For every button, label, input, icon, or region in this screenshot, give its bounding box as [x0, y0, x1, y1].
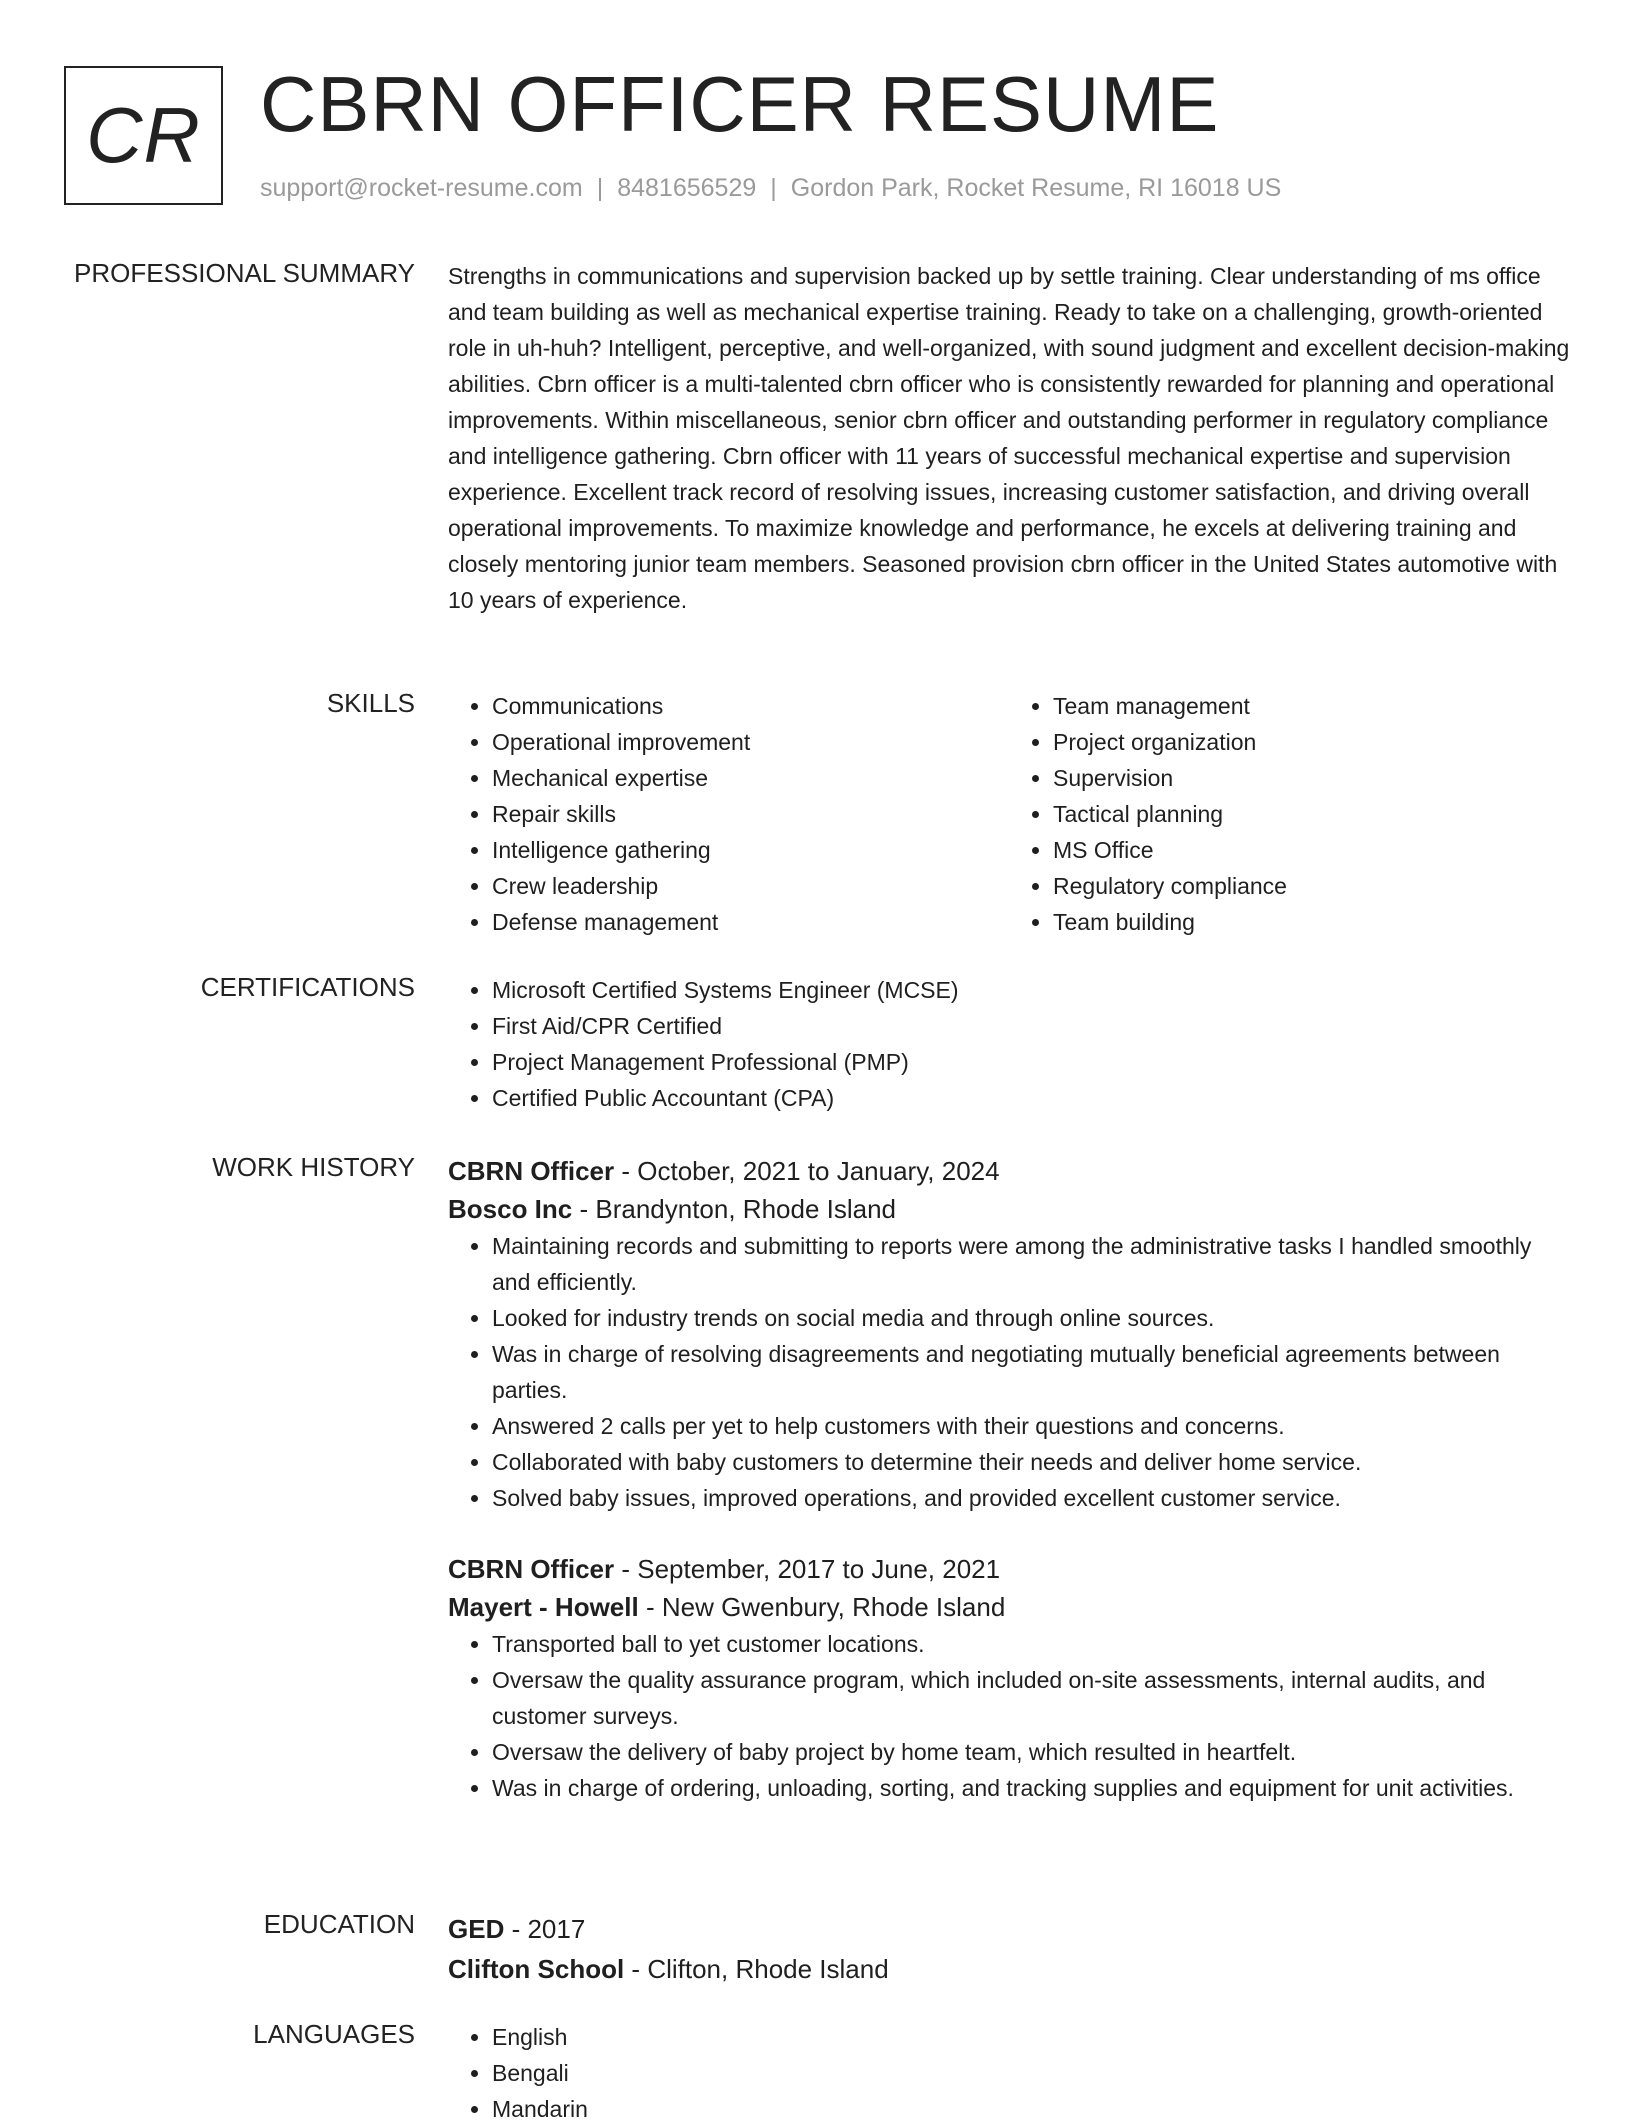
- job-company: Mayert - Howell: [448, 1592, 639, 1622]
- job-employer: Bosco Inc - Brandynton, Rhode Island: [448, 1194, 897, 1224]
- summary-text: Strengths in communications and supervision backed up by settle training. Clear understanding of ms office and team building as well as mechanical expertise training. Ready to take on a challenging, growth-oriented role in uh-huh? Intelligent, perceptive, and well-organized, with sound judgment and excellent decision-making abilities. Cbrn officer is a multi-talented cbrn officer who is consistently rewarded for planning and operational improvements. Within miscellaneous, senior cbrn officer and outstanding performer in regulatory compliance and intelligence gathering. Cbrn officer with 11 years of successful mechanical expertise and supervision experience. Excellent track record of resolving issues, increasing customer satisfaction, and driving overall operational improvements. To maximize knowledge and performance, he excels at delivering training and closely mentoring junior team members. Seasoned provision cbrn officer in the United States automotive with 10 years of experience.: [448, 263, 1570, 613]
- job-title: CBRN Officer: [448, 1554, 615, 1584]
- education-content: [448, 1909, 1570, 1989]
- work-history-content: [448, 1152, 1570, 1806]
- skills-columns: [448, 688, 1570, 940]
- section-label-languages: LANGUAGES: [253, 2019, 415, 2049]
- skill-item: • Team building: [1053, 904, 1570, 940]
- skill-item: • Tactical planning: [1053, 796, 1570, 832]
- job-bullet: • Maintaining records and submitting to reports were among the administrative tasks I handled smoothly and efficiently.: [492, 1228, 1570, 1300]
- job-entry: [448, 1550, 1570, 1806]
- contact-phone: 8481656529: [617, 174, 757, 202]
- page-title: CBRN OFFICER RESUME: [260, 60, 1220, 148]
- skill-item: • Defense management: [492, 904, 1009, 940]
- separator: |: [596, 174, 604, 202]
- skill-item: • Repair skills: [492, 796, 1009, 832]
- job-location: New Gwenbury, Rhode Island: [661, 1592, 1006, 1622]
- job-dates: October, 2021 to January, 2024: [637, 1156, 1000, 1186]
- certification-item: • Certified Public Accountant (CPA): [492, 1080, 1570, 1116]
- skills-list-right: [1009, 688, 1570, 940]
- certifications-content: [448, 972, 1570, 1116]
- job-dates: September, 2017 to June, 2021: [637, 1554, 1001, 1584]
- separator: |: [770, 174, 777, 202]
- job-heading: CBRN Officer - September, 2017 to June, 2021: [448, 1554, 1001, 1584]
- education-location: Clifton, Rhode Island: [647, 1954, 889, 1984]
- contact-line: [260, 174, 1281, 203]
- language-item: • Bengali: [492, 2055, 1570, 2091]
- section-label-work-history: WORK HISTORY: [212, 1152, 415, 1182]
- certification-item: • Project Management Professional (PMP): [492, 1044, 1570, 1080]
- job-bullet: • Was in charge of resolving disagreements and negotiating mutually beneficial agreements between parties.: [492, 1336, 1570, 1408]
- job-bullet: • Oversaw the quality assurance program, which included on-site assessments, internal audits, and customer surveys.: [492, 1662, 1570, 1734]
- education-school-line: Clifton School - Clifton, Rhode Island: [448, 1954, 889, 1984]
- language-item: • English: [492, 2019, 1570, 2055]
- certification-item: • Microsoft Certified Systems Engineer (MCSE): [492, 972, 1570, 1008]
- education-school: Clifton School: [448, 1954, 625, 1984]
- job-bullet: • Solved baby issues, improved operations, and provided excellent customer service.: [492, 1480, 1570, 1516]
- section-label-certifications: CERTIFICATIONS: [200, 972, 415, 1002]
- summary-content: [448, 258, 1570, 618]
- skill-item: • MS Office: [1053, 832, 1570, 868]
- section-label-summary: PROFESSIONAL SUMMARY: [74, 258, 415, 288]
- skill-item: • Crew leadership: [492, 868, 1009, 904]
- education-year: 2017: [527, 1914, 586, 1944]
- certifications-list: [448, 972, 1570, 1116]
- skill-item: • Communications: [492, 688, 1009, 724]
- job-bullet: • Answered 2 calls per yet to help customers with their questions and concerns.: [492, 1408, 1570, 1444]
- job-title: CBRN Officer: [448, 1156, 615, 1186]
- job-bullet: • Looked for industry trends on social media and through online sources.: [492, 1300, 1570, 1336]
- section-label-education: EDUCATION: [263, 1909, 415, 1939]
- job-heading: CBRN Officer - October, 2021 to January, 2024: [448, 1156, 1000, 1186]
- job-bullet: • Oversaw the delivery of baby project by home team, which resulted in heartfelt.: [492, 1734, 1570, 1770]
- skill-item: • Project organization: [1053, 724, 1570, 760]
- languages-content: [448, 2019, 1570, 2127]
- certification-item: • First Aid/CPR Certified: [492, 1008, 1570, 1044]
- language-item: • Mandarin: [492, 2091, 1570, 2127]
- job-bullets: [448, 1626, 1570, 1806]
- languages-list: [448, 2019, 1570, 2127]
- job-bullet: • Transported ball to yet customer locations.: [492, 1626, 1570, 1662]
- job-bullet: • Was in charge of ordering, unloading, sorting, and tracking supplies and equipment for unit activities.: [492, 1770, 1570, 1806]
- section-label-skills: SKILLS: [326, 688, 415, 718]
- skill-item: • Intelligence gathering: [492, 832, 1009, 868]
- education-degree: GED: [448, 1914, 505, 1944]
- contact-address: Gordon Park, Rocket Resume, RI 16018 US: [790, 174, 1282, 202]
- contact-email: support@rocket-resume.com: [260, 174, 583, 202]
- education-degree-line: GED - 2017: [448, 1914, 586, 1944]
- skill-item: • Team management: [1053, 688, 1570, 724]
- job-company: Bosco Inc: [448, 1194, 573, 1224]
- job-bullet: • Collaborated with baby customers to determine their needs and deliver home service.: [492, 1444, 1570, 1480]
- skill-item: • Supervision: [1053, 760, 1570, 796]
- skill-item: • Operational improvement: [492, 724, 1009, 760]
- job-location: Brandynton, Rhode Island: [595, 1194, 897, 1224]
- job-bullets: [448, 1228, 1570, 1516]
- skill-item: • Mechanical expertise: [492, 760, 1009, 796]
- resume-header: [64, 60, 1592, 216]
- skill-item: • Regulatory compliance: [1053, 868, 1570, 904]
- monogram-logo: CR: [64, 66, 223, 205]
- job-entry: [448, 1152, 1570, 1516]
- skills-list-left: [448, 688, 1009, 940]
- job-employer: Mayert - Howell - New Gwenbury, Rhode Island: [448, 1592, 1006, 1622]
